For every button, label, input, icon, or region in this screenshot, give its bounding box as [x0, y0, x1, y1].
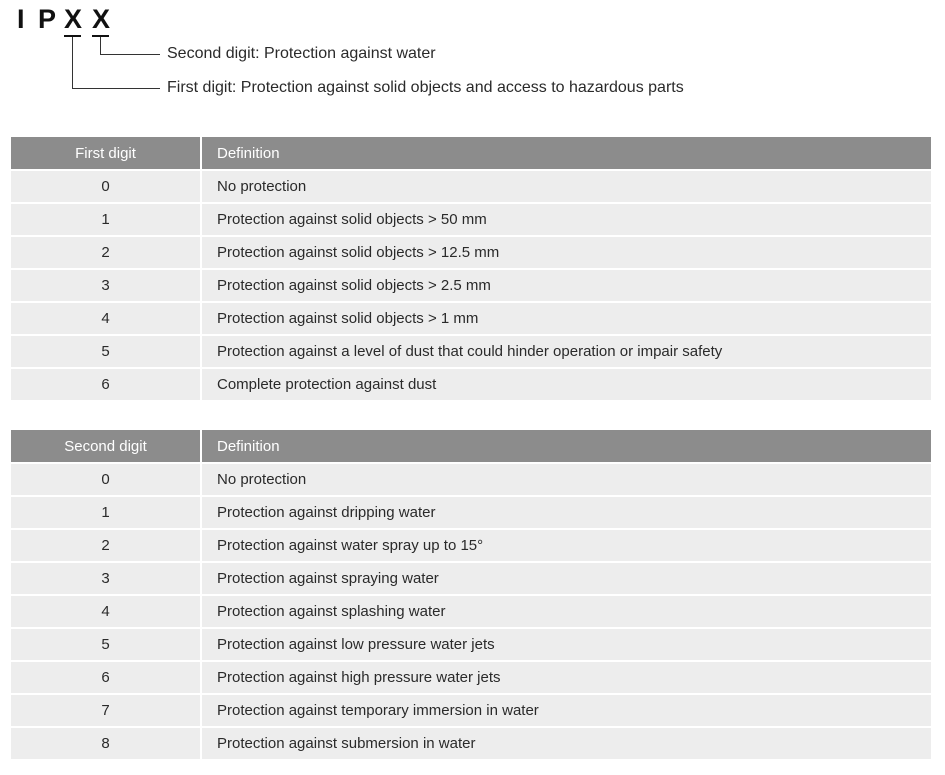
table-row [11, 562, 931, 595]
table-row [11, 463, 931, 496]
table-row [11, 368, 931, 400]
table-header-row [11, 430, 931, 463]
table-row [11, 335, 931, 368]
second-digit-connector-horizontal [100, 54, 160, 55]
first-digit-column-header: First digit [11, 137, 201, 170]
table-row [11, 203, 931, 236]
table-row [11, 727, 931, 759]
definition-cell: Protection against a level of dust that could hinder operation or impair safety [201, 335, 931, 368]
table-row [11, 170, 931, 203]
table-row [11, 236, 931, 269]
digit-cell: 1 [11, 203, 201, 236]
definition-cell: Protection against dripping water [201, 496, 931, 529]
digit-cell: 5 [11, 335, 201, 368]
digit-cell: 6 [11, 661, 201, 694]
digit-cell: 3 [11, 269, 201, 302]
digit-cell: 7 [11, 694, 201, 727]
table-header-row [11, 137, 931, 170]
table-row [11, 302, 931, 335]
table-row [11, 628, 931, 661]
table-row [11, 694, 931, 727]
table-row [11, 496, 931, 529]
definition-cell: Protection against high pressure water jets [201, 661, 931, 694]
ip-letter-i: I [17, 4, 25, 34]
definition-cell: Protection against submersion in water [201, 727, 931, 759]
first-digit-table [11, 137, 931, 400]
definition-cell: Protection against temporary immersion in water [201, 694, 931, 727]
table-row [11, 529, 931, 562]
table-row [11, 661, 931, 694]
definition-column-header: Definition [201, 137, 931, 170]
definition-cell: Complete protection against dust [201, 368, 931, 400]
first-digit-connector-horizontal [72, 88, 160, 89]
definition-cell: Protection against spraying water [201, 562, 931, 595]
digit-cell: 4 [11, 595, 201, 628]
digit-cell: 8 [11, 727, 201, 759]
table-row [11, 595, 931, 628]
ip-letter-second-x: X [92, 4, 111, 34]
definition-cell: Protection against splashing water [201, 595, 931, 628]
ip-letter-first-x: X [64, 4, 83, 34]
definition-cell: No protection [201, 170, 931, 203]
digit-cell: 0 [11, 463, 201, 496]
digit-cell: 0 [11, 170, 201, 203]
definition-cell: Protection against solid objects > 50 mm [201, 203, 931, 236]
definition-column-header: Definition [201, 430, 931, 463]
digit-cell: 6 [11, 368, 201, 400]
definition-cell: Protection against solid objects > 2.5 mm [201, 269, 931, 302]
digit-cell: 2 [11, 236, 201, 269]
digit-cell: 4 [11, 302, 201, 335]
definition-cell: Protection against low pressure water jets [201, 628, 931, 661]
definition-cell: Protection against water spray up to 15° [201, 529, 931, 562]
ip-letter-p: P [38, 4, 57, 34]
definition-cell: No protection [201, 463, 931, 496]
digit-cell: 1 [11, 496, 201, 529]
table-row [11, 269, 931, 302]
definition-cell: Protection against solid objects > 1 mm [201, 302, 931, 335]
second-digit-table [11, 430, 931, 759]
second-digit-column-header: Second digit [11, 430, 201, 463]
second-digit-connector-vertical [100, 37, 101, 55]
digit-cell: 3 [11, 562, 201, 595]
ip-code-diagram [0, 0, 945, 110]
first-digit-caption: First digit: Protection against solid objects and access to hazardous parts [167, 79, 684, 96]
second-digit-caption: Second digit: Protection against water [167, 45, 436, 62]
digit-cell: 2 [11, 529, 201, 562]
digit-cell: 5 [11, 628, 201, 661]
definition-cell: Protection against solid objects > 12.5 mm [201, 236, 931, 269]
first-digit-connector-vertical [72, 37, 73, 89]
